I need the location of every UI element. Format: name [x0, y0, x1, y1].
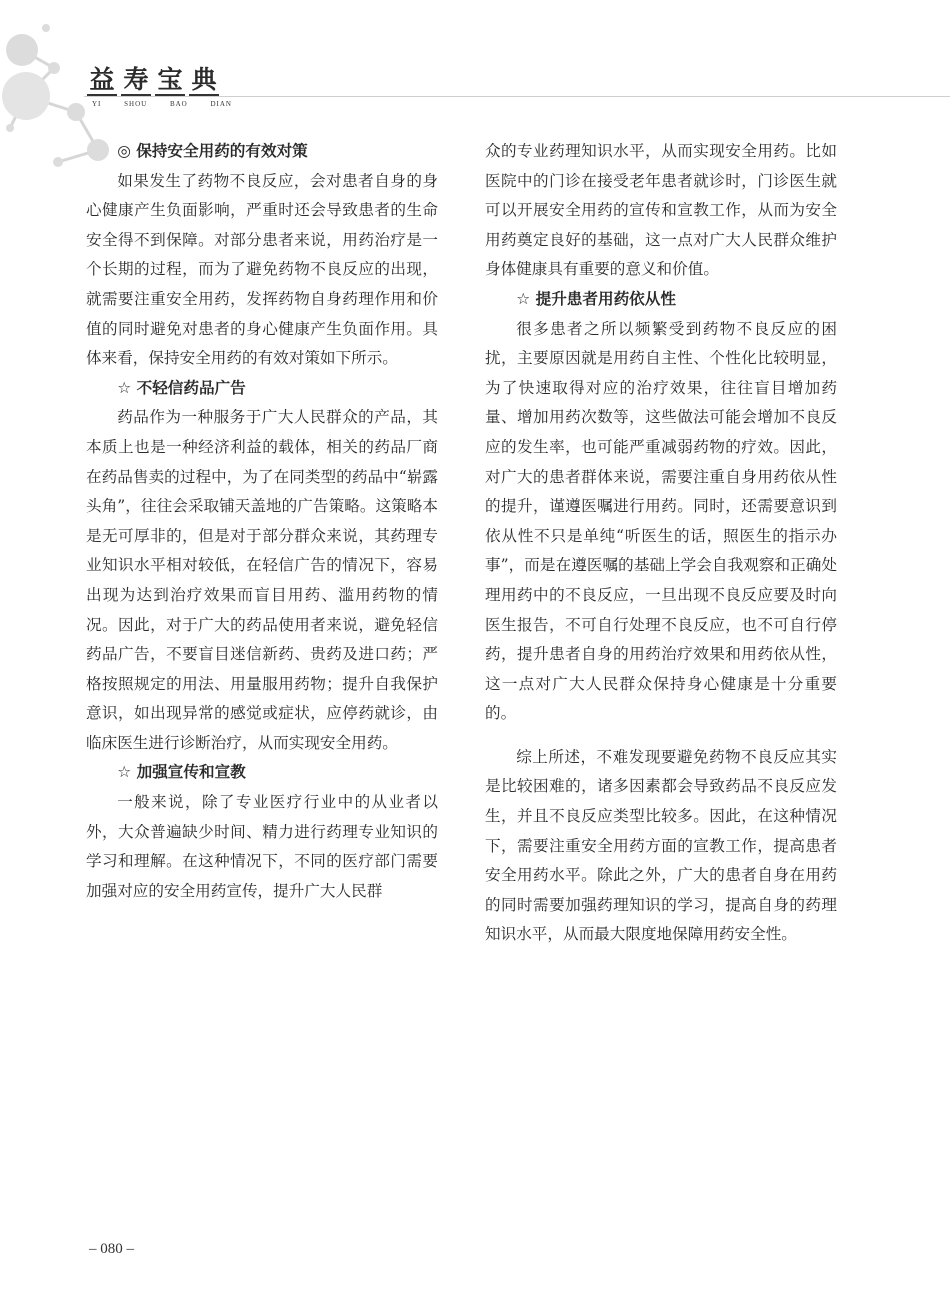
pinyin-syllable: YI — [92, 100, 102, 108]
subsection-heading: ☆ 加强宣传和宣教 — [117, 763, 246, 782]
article-column-left — [86, 137, 438, 906]
paragraph: 如果发生了药物不良反应，会对患者自身的身心健康产生负面影响，严重时还会导致患者的生命安全得不到保障。对部分患者来说，用药治疗是一个长期的过程，而为了避免药物不良反应的出现，就需要注重安全用药，发挥药物自身药理作用和价值的同时避免对患者的身心健康产生负面作用。具体来看，保持安全用药的有效对策如下所示。 — [86, 171, 438, 368]
page-number: – 080 – — [89, 1241, 134, 1257]
logo-char: 宝 — [155, 66, 185, 96]
paragraph: 综上所述，不难发现要避免药物不良反应其实是比较困难的，诸多因素都会导致药品不良反应发生，并且不良反应类型比较多。因此，在这种情况下，需要注重安全用药方面的宣教工作，提高患者安全用药水平。除此之外，广大的患者自身在用药的同时需要加强药理知识的学习，提高自身的药理知识水平，从而最大限度地保障用药安全性。 — [485, 747, 837, 944]
article-column-right — [485, 137, 837, 950]
header-rule — [84, 96, 950, 97]
logo-pinyin — [92, 100, 232, 108]
magazine-logo — [87, 66, 223, 96]
pinyin-syllable: SHOU — [124, 100, 148, 108]
paragraph: 很多患者之所以频繁受到药物不良反应的困扰，主要原因就是用药自主性、个性化比较明显，为了快速取得对应的治疗效果，往往盲目增加药量、增加用药次数等，这些做法可能会增加不良反应的发生率，也可能严重减弱药物的疗效。因此，对广大的患者群体来说，需要注重自身用药依从性的提升，谨遵医嘱进行用药。同时，还需要意识到依从性不只是单纯“听医生的话，照医生的指示办事”，而是在遵医嘱的基础上学会自我观察和正确处理用药中的不良反应，一旦出现不良反应要及时向医生报告，不可自行处理不良反应，也不可自行停药，提升患者自身的用药治疗效果和用药依从性，这一点对广大人民群众保持身心健康是十分重要的。 — [485, 319, 837, 723]
paragraph: 药品作为一种服务于广大人民群众的产品，其本质上也是一种经济利益的载体，相关的药品厂商在药品售卖的过程中，为了在同类型的药品中“崭露头角”，往往会采取铺天盖地的广告策略。这策略本是无可厚非的，但是对于部分群众来说，其药理专业知识水平相对较低，在轻信广告的情况下，容易出现为达到治疗效果而盲目用药、滥用药物的情况。因此，对于广大的药品使用者来说，避免轻信药品广告，不要盲目迷信新药、贵药及进口药；严格按照规定的用法、用量服用药物；提升自我保护意识，如出现异常的感觉或症状，应停药就诊，由临床医生进行诊断治疗，从而实现安全用药。 — [86, 408, 438, 752]
paragraph: 一般来说，除了专业医疗行业中的从业者以外，大众普遍缺少时间、精力进行药理专业知识的学习和理解。在这种情况下，不同的医疗部门需要加强对应的安全用药宣传，提升广大人民群 — [86, 793, 438, 900]
logo-char: 典 — [189, 66, 219, 96]
section-heading: ◎ 保持安全用药的有效对策 — [117, 142, 308, 160]
subsection-heading: ☆ 不轻信药品广告 — [117, 378, 246, 397]
logo-char: 寿 — [121, 66, 151, 96]
paragraph-gap — [485, 729, 837, 743]
subsection-heading: ☆ 提升患者用药依从性 — [516, 289, 676, 308]
pinyin-syllable: DIAN — [210, 100, 232, 108]
paragraph-continued: 众的专业药理知识水平，从而实现安全用药。比如医院中的门诊在接受老年患者就诊时，门诊医生就可以开展安全用药的宣传和宣教工作，从而为安全用药奠定良好的基础，这一点对广大人民群众维护身体健康具有重要的意义和价值。 — [485, 142, 837, 279]
logo-char: 益 — [87, 66, 117, 96]
pinyin-syllable: BAO — [169, 100, 188, 108]
